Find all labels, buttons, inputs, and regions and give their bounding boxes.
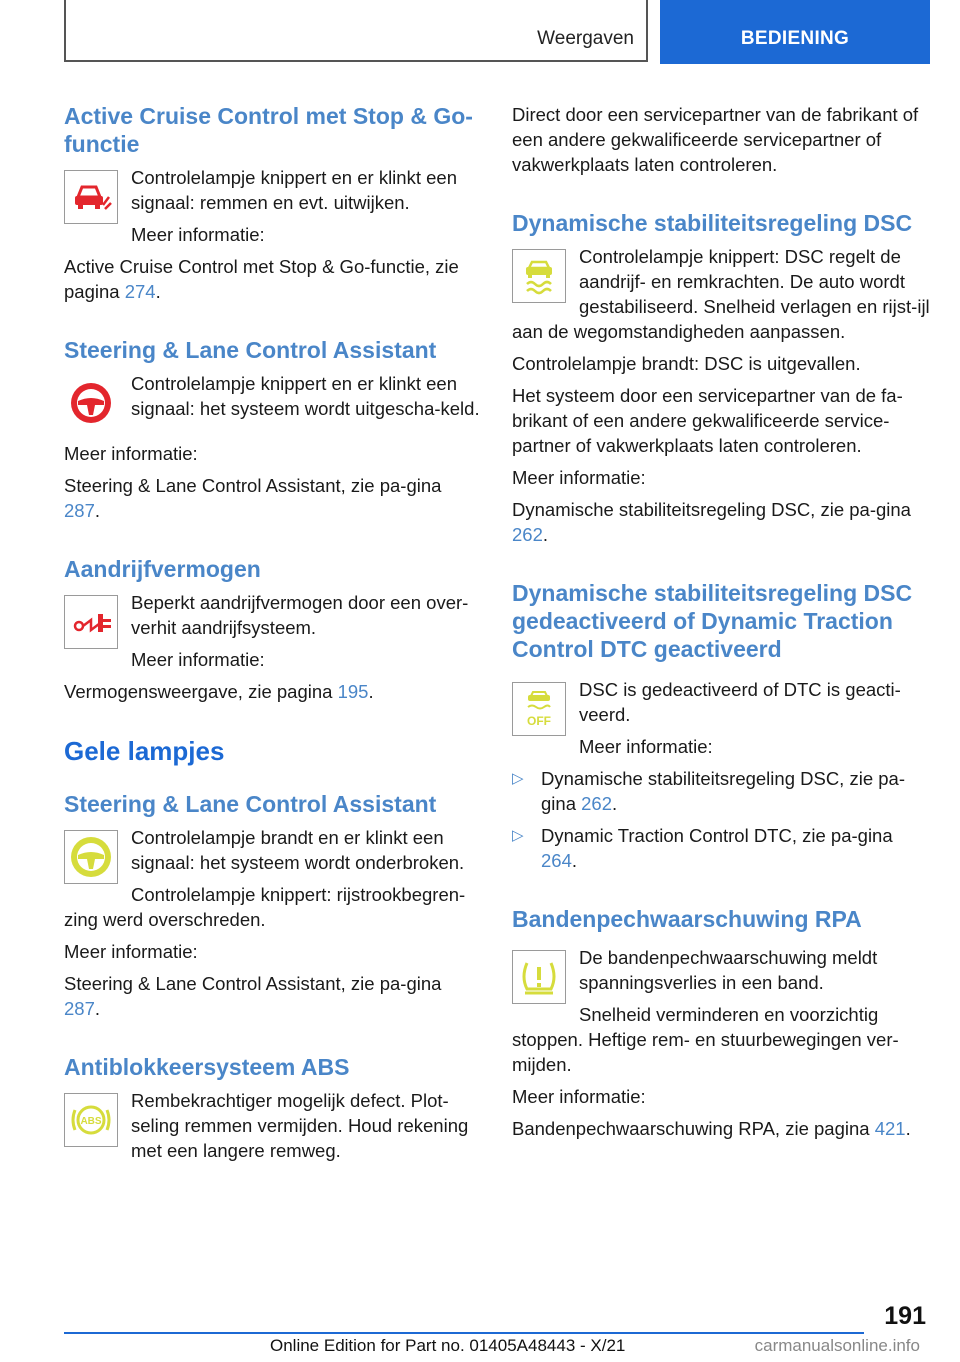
service-paragraph: Direct door een servicepartner van de fabrikant of een andere gekwalificeerde servicepartner of vakwerkplaats laten controleren. [512, 104, 919, 175]
header-chapter-title: BEDIENING [740, 28, 850, 49]
header-section-box [64, 0, 648, 62]
bullet-triangle-icon: ▷ [512, 827, 524, 844]
chapter-title-yellow-lamps: Gele lampjes [64, 736, 225, 766]
dsc-off-bullet-1: ▷ Dynamische stabiliteitsregeling DSC, zie pa-gina 262. [512, 768, 905, 814]
slca-yellow-desc-2: Controlelampje knippert: rijstrookbegren-zing werd overschreden. [64, 884, 466, 930]
rpa-action: Snelheid verminderen en voorzichtig stoppen. Heftige rem- en stuurbewegingen ver-mijden. [512, 1004, 899, 1075]
abs-desc: Rembekrachtiger mogelijk defect. Plot-seling remmen vermijden. Houd rekening met een langere remweg. [131, 1090, 469, 1161]
footer-divider [64, 1332, 864, 1334]
dsc-off-link-2[interactable]: 264 [541, 850, 572, 871]
dsc-desc: Controlelampje knippert: DSC regelt de aandrijf- en remkrachten. De auto wordt gestabiliseerd. Snelheid verlagen en rijst-ijl aan de wegomstandigheden aanpassen. [512, 246, 930, 342]
section-title-abs: Antiblokkeersysteem ABS [64, 1054, 350, 1080]
dsc-warning-icon [512, 249, 566, 303]
section-title-slca-red: Steering & Lane Control Assistant [64, 337, 437, 363]
section-title-slca-yellow: Steering & Lane Control Assistant [64, 791, 437, 817]
section-title-drive-power: Aandrijfvermogen [64, 556, 261, 582]
abs-icon-label: ABS [80, 1116, 102, 1127]
section-title-dsc: Dynamische stabiliteitsregeling DSC [512, 210, 913, 236]
slca-red-reference: Steering & Lane Control Assistant, zie pa-gina 287. [64, 475, 442, 521]
drive-power-warning-icon [64, 595, 118, 649]
slca-yellow-desc-1: Controlelampje brandt en er klinkt een signaal: het systeem wordt onderbroken. [131, 827, 465, 873]
acc-more-info: Meer informatie: [131, 224, 265, 245]
footer-watermark: carmanualsonline.info [754, 1336, 920, 1355]
slca-yellow-page-link[interactable]: 287 [64, 998, 95, 1019]
rpa-page-link[interactable]: 421 [874, 1118, 906, 1139]
rpa-reference: Bandenpechwaarschuwing RPA, zie pagina 421. [512, 1118, 911, 1139]
slca-red-more-info: Meer informatie: [64, 443, 198, 464]
drive-power-page-link[interactable]: 195 [337, 681, 369, 702]
steering-wheel-red-icon [64, 376, 118, 430]
dsc-off-link-1[interactable]: 262 [581, 793, 612, 814]
slca-yellow-more-info: Meer informatie: [64, 941, 198, 962]
tire-pressure-warning-icon [512, 950, 566, 1004]
acc-reference: Active Cruise Control met Stop & Go-functie, zie pagina 274. [64, 256, 459, 302]
drive-power-more-info: Meer informatie: [131, 649, 265, 670]
dsc-off-icon-label: OFF [527, 714, 551, 728]
dsc-failed: Controlelampje brandt: DSC is uitgevallen. [512, 353, 861, 374]
header-chapter-tab[interactable] [660, 0, 930, 64]
dsc-more-info: Meer informatie: [512, 467, 646, 488]
abs-warning-icon [64, 1093, 118, 1147]
acc-page-link[interactable]: 274 [124, 281, 156, 302]
right-column [512, 102, 930, 1141]
dsc-off-icon [512, 682, 566, 736]
acc-desc: Controlelampje knippert en er klinkt een signaal: remmen en evt. uitwijken. [131, 167, 457, 213]
rpa-more-info: Meer informatie: [512, 1086, 646, 1107]
rpa-desc: De bandenpechwaarschuwing meldt spanningsverlies in een band. [579, 947, 878, 993]
acc-warning-lamp-icon [64, 170, 118, 224]
section-title-acc: Active Cruise Control met Stop & Go-functie [64, 103, 473, 157]
slca-red-page-link[interactable]: 287 [64, 500, 95, 521]
slca-red-desc: Controlelampje knippert en er klinkt een signaal: het systeem wordt uitgescha-keld. [131, 373, 480, 419]
dsc-off-bullet-2: ▷ Dynamic Traction Control DTC, zie pa-gina 264. [512, 825, 893, 871]
header-section-title: Weergaven [537, 28, 634, 49]
bullet-triangle-icon: ▷ [512, 770, 524, 787]
drive-power-reference: Vermogensweergave, zie pagina 195. [64, 681, 374, 702]
steering-wheel-yellow-icon [64, 830, 118, 884]
footer-edition: Online Edition for Part no. 01405A48443 - X/21 [270, 1336, 626, 1355]
slca-yellow-reference: Steering & Lane Control Assistant, zie pa-gina 287. [64, 973, 442, 1019]
page-header [64, 0, 930, 64]
dsc-off-desc: DSC is gedeactiveerd of DTC is geacti-veerd. [579, 679, 901, 725]
page-number: 191 [884, 1302, 926, 1330]
dsc-reference: Dynamische stabiliteitsregeling DSC, zie pa-gina 262. [512, 499, 911, 545]
drive-power-desc: Beperkt aandrijfvermogen door een over-verhit aandrijfsysteem. [131, 592, 469, 638]
dsc-off-more-info: Meer informatie: [579, 736, 713, 757]
dsc-page-link[interactable]: 262 [512, 524, 543, 545]
left-column [64, 102, 482, 1163]
section-title-dsc-off: Dynamische stabiliteitsregeling DSC gedeactiveerd of Dynamic Traction Control DTC geactiveerd [512, 580, 913, 662]
dsc-service: Het systeem door een servicepartner van de fa-brikant of een andere gekwalificeerde service-partner of vakwerkplaats laten controleren. [512, 385, 903, 456]
section-title-rpa: Bandenpechwaarschuwing RPA [512, 906, 862, 932]
